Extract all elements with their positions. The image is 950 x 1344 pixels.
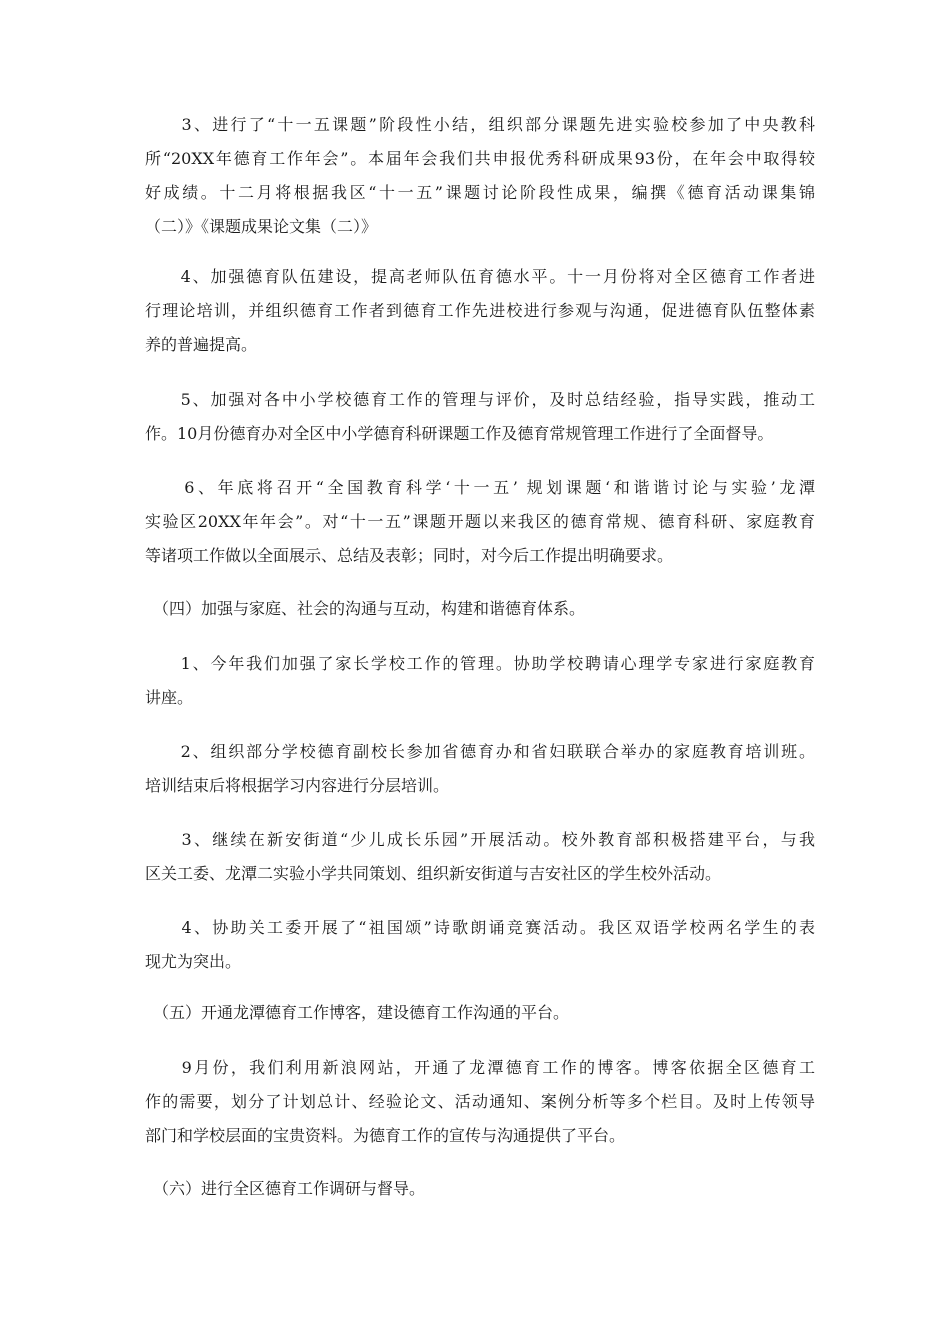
- section-heading-6: [145, 1172, 815, 1206]
- heading-line: （五）开通龙潭德育工作博客，建设德育工作沟通的平台。: [145, 1003, 570, 1022]
- text-line: 等诸项工作做以全面展示、总结及表彰；同时，对今后工作提出明确要求。: [145, 546, 674, 565]
- section-heading-4: [145, 592, 815, 626]
- paragraph-family-2: [145, 735, 815, 803]
- paragraph-item-3: [145, 108, 815, 244]
- text-line: 行理论培训，并组织德育工作者到德育工作先进校进行参观与沟通，促进德育队伍整体素: [145, 301, 815, 320]
- text-line: 所“20XX年德育工作年会”。本届年会我们共申报优秀科研成果93份，在年会中取得较: [145, 149, 815, 168]
- paragraph-item-6: [145, 471, 815, 573]
- heading-line: （四）加强与家庭、社会的沟通与互动，构建和谐德育体系。: [145, 599, 586, 618]
- text-line: 3、进行了“十一五课题”阶段性小结，组织部分课题先进实验校参加了中央教科: [145, 115, 815, 134]
- text-line: 好成绩。十二月将根据我区“十一五”课题讨论阶段性成果，编撰《德育活动课集锦: [145, 183, 815, 202]
- text-line: 9月份，我们利用新浪网站，开通了龙潭德育工作的博客。博客依据全区德育工: [145, 1058, 815, 1077]
- text-line: 现尤为突出。: [145, 952, 242, 971]
- text-line: 4、加强德育队伍建设，提高老师队伍育德水平。十一月份将对全区德育工作者进: [145, 267, 815, 286]
- text-line: 6、年底将召开“全国教育科学‘十一五’ 规划课题‘和谐谐讨论与实验’龙潭: [145, 478, 815, 497]
- paragraph-family-4: [145, 911, 815, 979]
- text-line: 养的普遍提高。: [145, 335, 258, 354]
- heading-line: （六）进行全区德育工作调研与督导。: [145, 1179, 426, 1198]
- text-line: 1、今年我们加强了家长学校工作的管理。协助学校聘请心理学专家进行家庭教育: [145, 654, 815, 673]
- paragraph-item-5: [145, 383, 815, 451]
- text-line: 区关工委、龙潭二实验小学共同策划、组织新安街道与吉安社区的学生校外活动。: [145, 864, 722, 883]
- section-heading-5: [145, 996, 815, 1030]
- text-line: 2、组织部分学校德育副校长参加省德育办和省妇联联合举办的家庭教育培训班。: [145, 742, 815, 761]
- text-line: 培训结束后将根据学习内容进行分层培训。: [145, 776, 450, 795]
- paragraph-blog: [145, 1051, 815, 1153]
- text-line: 部门和学校层面的宝贵资料。为德育工作的宣传与沟通提供了平台。: [145, 1126, 626, 1145]
- paragraph-family-3: [145, 823, 815, 891]
- text-line: 4、协助关工委开展了“祖国颂”诗歌朗诵竞赛活动。我区双语学校两名学生的表: [145, 918, 815, 937]
- paragraph-family-1: [145, 647, 815, 715]
- text-line: （二）》《课题成果论文集（二）》: [145, 217, 378, 236]
- text-line: 讲座。: [145, 688, 194, 707]
- text-line: 作的需要，划分了计划总计、经验论文、活动通知、案例分析等多个栏目。及时上传领导: [145, 1092, 815, 1111]
- text-line: 实验区20XX年年会”。对“十一五”课题开题以来我区的德育常规、德育科研、家庭教育: [145, 512, 815, 531]
- paragraph-item-4: [145, 260, 815, 362]
- text-line: 作。10月份德育办对全区中小学德育科研课题工作及德育常规管理工作进行了全面督导。: [145, 424, 774, 443]
- text-line: 5、加强对各中小学校德育工作的管理与评价，及时总结经验，指导实践，推动工: [145, 390, 815, 409]
- text-line: 3、继续在新安街道“少儿成长乐园”开展活动。校外教育部积极搭建平台，与我: [145, 830, 815, 849]
